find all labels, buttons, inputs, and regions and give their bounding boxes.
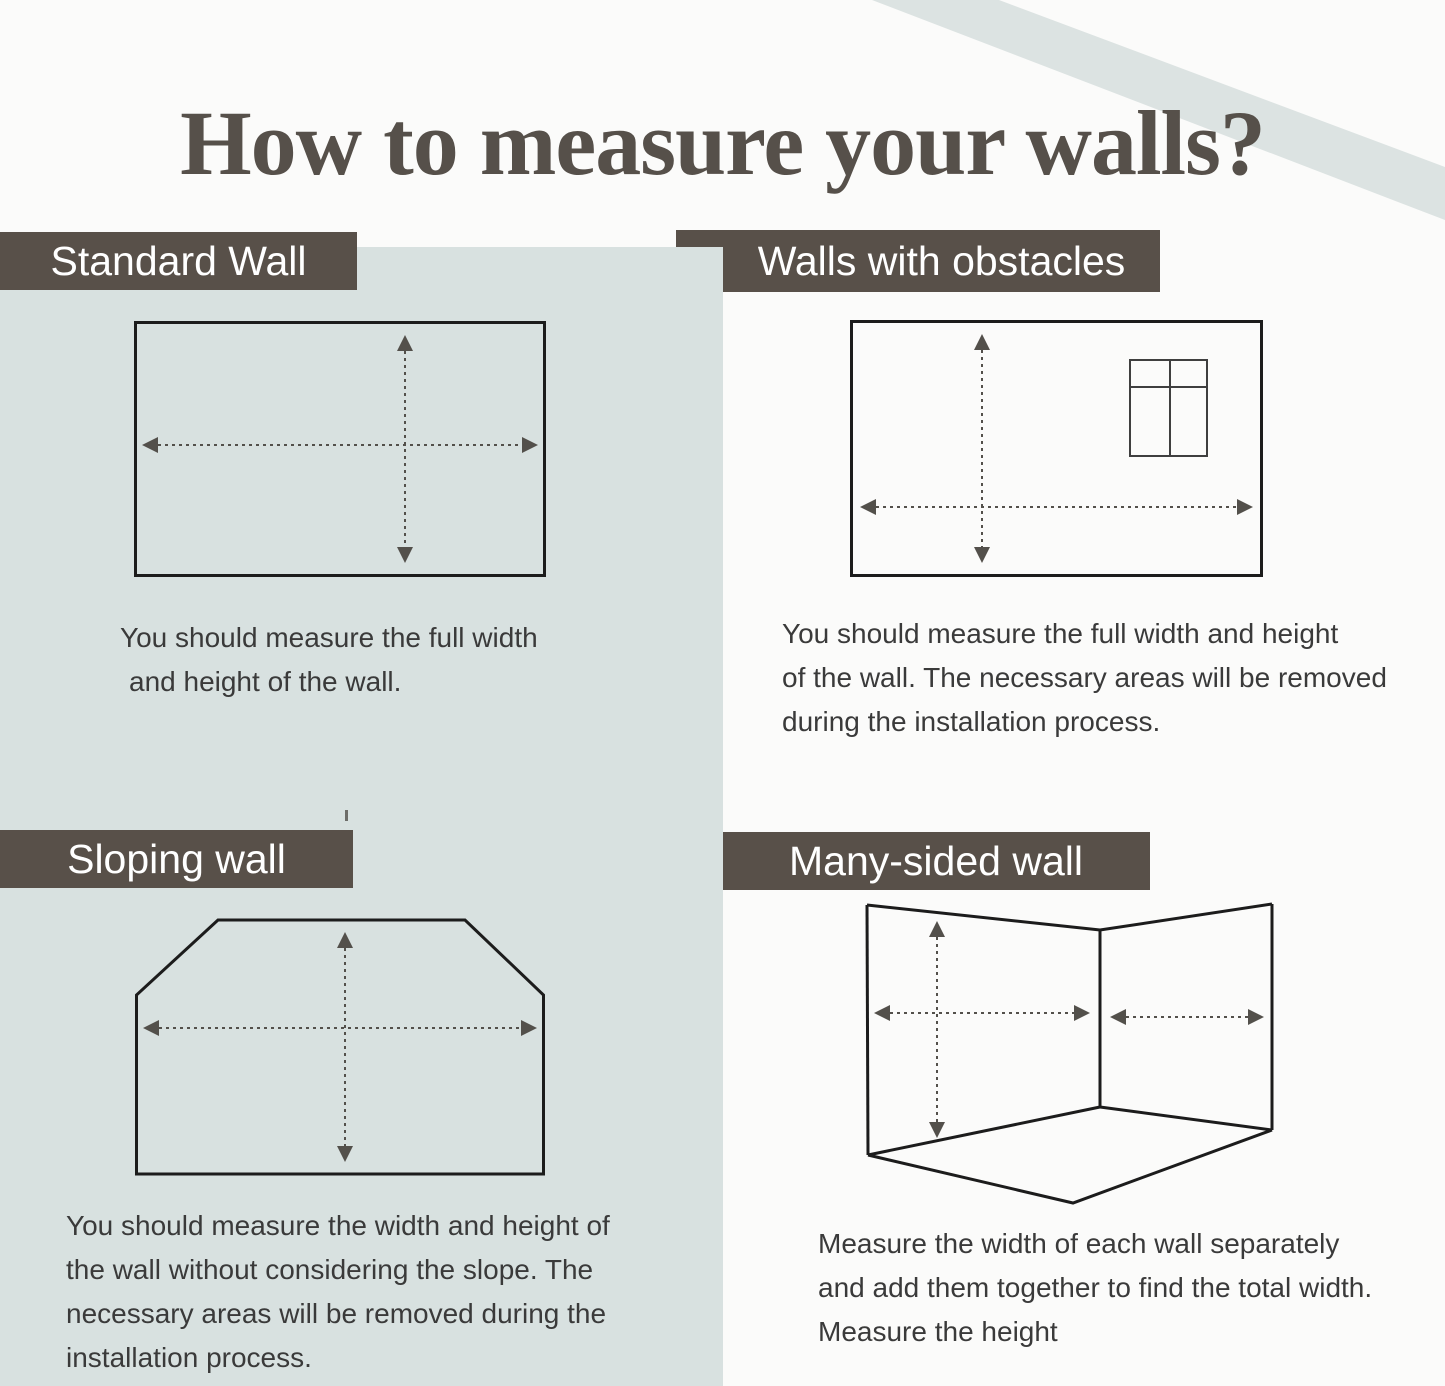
sloping-wall-diagram: [135, 918, 545, 1176]
wall-with-obstacles-diagram: [850, 320, 1263, 577]
description-line: the wall without considering the slope. The: [66, 1254, 594, 1285]
corner-walls-outline: [867, 904, 1272, 1203]
section-description-sloping: [66, 1204, 706, 1380]
wall-outline: [136, 323, 545, 576]
description-line: of the wall. The necessary areas will be removed: [782, 662, 1387, 693]
wall-outline: [137, 920, 544, 1174]
description-line: and height of the wall.: [129, 666, 402, 697]
page-title: How to measure your walls?: [180, 91, 1265, 194]
standard-wall-diagram: [134, 321, 546, 577]
section-header-sloping-wall: [0, 830, 353, 888]
section-header-label: Standard Wall: [50, 237, 307, 284]
description-line: necessary areas will be removed during the: [66, 1298, 607, 1329]
stray-tick-mark: [345, 810, 348, 821]
description-line: You should measure the width and height of: [66, 1210, 610, 1241]
description-line: You should measure the full width: [120, 622, 538, 653]
section-header-label: Walls with obstacles: [757, 237, 1126, 284]
description-line: Measure the height: [818, 1316, 1058, 1347]
section-description-manysided: [818, 1222, 1438, 1354]
section-description-standard: [120, 616, 600, 704]
window-icon: [1130, 360, 1207, 456]
section-description-obstacles: [782, 612, 1442, 744]
many-sided-wall-diagram: [860, 898, 1280, 1208]
description-line: during the installation process.: [782, 706, 1161, 737]
description-line: and add them together to find the total width.: [818, 1272, 1373, 1303]
section-header-label: Many-sided wall: [789, 837, 1083, 884]
section-header-label: Sloping wall: [67, 835, 286, 882]
description-line: installation process.: [66, 1342, 312, 1373]
description-line: You should measure the full width and height: [782, 618, 1339, 649]
section-header-walls-with-obstacles: [676, 230, 1160, 292]
description-line: Measure the width of each wall separately: [818, 1228, 1340, 1259]
section-header-standard-wall: [0, 232, 357, 290]
section-header-many-sided-wall: [722, 832, 1150, 890]
